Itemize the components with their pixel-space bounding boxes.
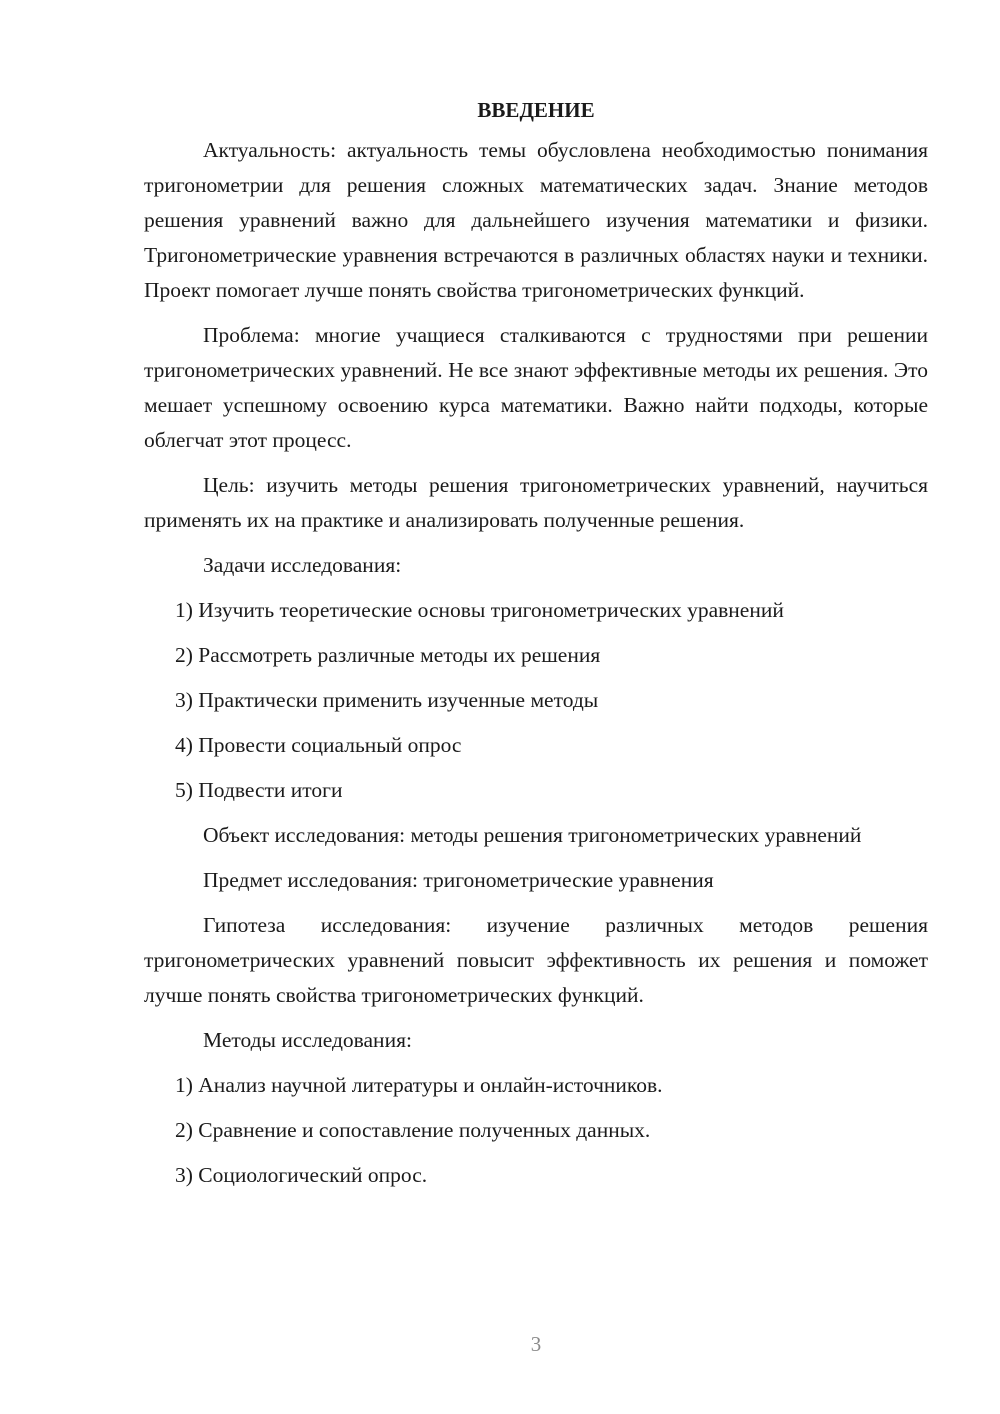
problem-paragraph: Проблема: многие учащиеся сталкиваются с трудностями при решении тригонометрических уравнений. Не все знают эффективные методы их решения. Это мешает успешному освоению курса математики. Важно найти подходы, которые облегчат этот процесс. [144,323,928,452]
list-item: 3) Практически применить изученные методы [175,688,599,712]
list-item: 1) Изучить теоретические основы тригонометрических уравнений [175,598,784,622]
page-content [144,94,928,1203]
subject-paragraph: Предмет исследования: тригонометрические уравнения [203,868,714,892]
object-paragraph: Объект исследования: методы решения тригонометрических уравнений [203,823,862,847]
relevance-paragraph: Актуальность: актуальность темы обусловлена необходимостью понимания тригонометрии для решения сложных математических задач. Знание методов решения уравнений важно для дальнейшего изучения математики и физики. Тригонометрические уравнения встречаются в различных областях науки и техники. Проект помогает лучше понять свойства тригонометрических функций. [144,138,928,302]
list-item: 1) Анализ научной литературы и онлайн-источников. [175,1073,663,1097]
goal-paragraph: Цель: изучить методы решения тригонометрических уравнений, научиться применять их на практике и анализировать полученные решения. [144,473,928,532]
tasks-heading: Задачи исследования: [203,553,402,577]
list-item: 2) Сравнение и сопоставление полученных данных. [175,1118,651,1142]
methods-list [144,1068,928,1193]
list-item: 4) Провести социальный опрос [175,733,462,757]
list-item: 2) Рассмотреть различные методы их решения [175,643,601,667]
methods-heading: Методы исследования: [203,1028,412,1052]
hypothesis-paragraph: Гипотеза исследования: изучение различных методов решения тригонометрических уравнений повысит эффективность их решения и поможет лучше понять свойства тригонометрических функций. [144,913,928,1007]
list-item: 5) Подвести итоги [175,778,343,802]
tasks-list [144,593,928,808]
section-title: ВВЕДЕНИЕ [477,98,595,122]
list-item: 3) Социологический опрос. [175,1163,428,1187]
page-number: 3 [530,1332,542,1356]
